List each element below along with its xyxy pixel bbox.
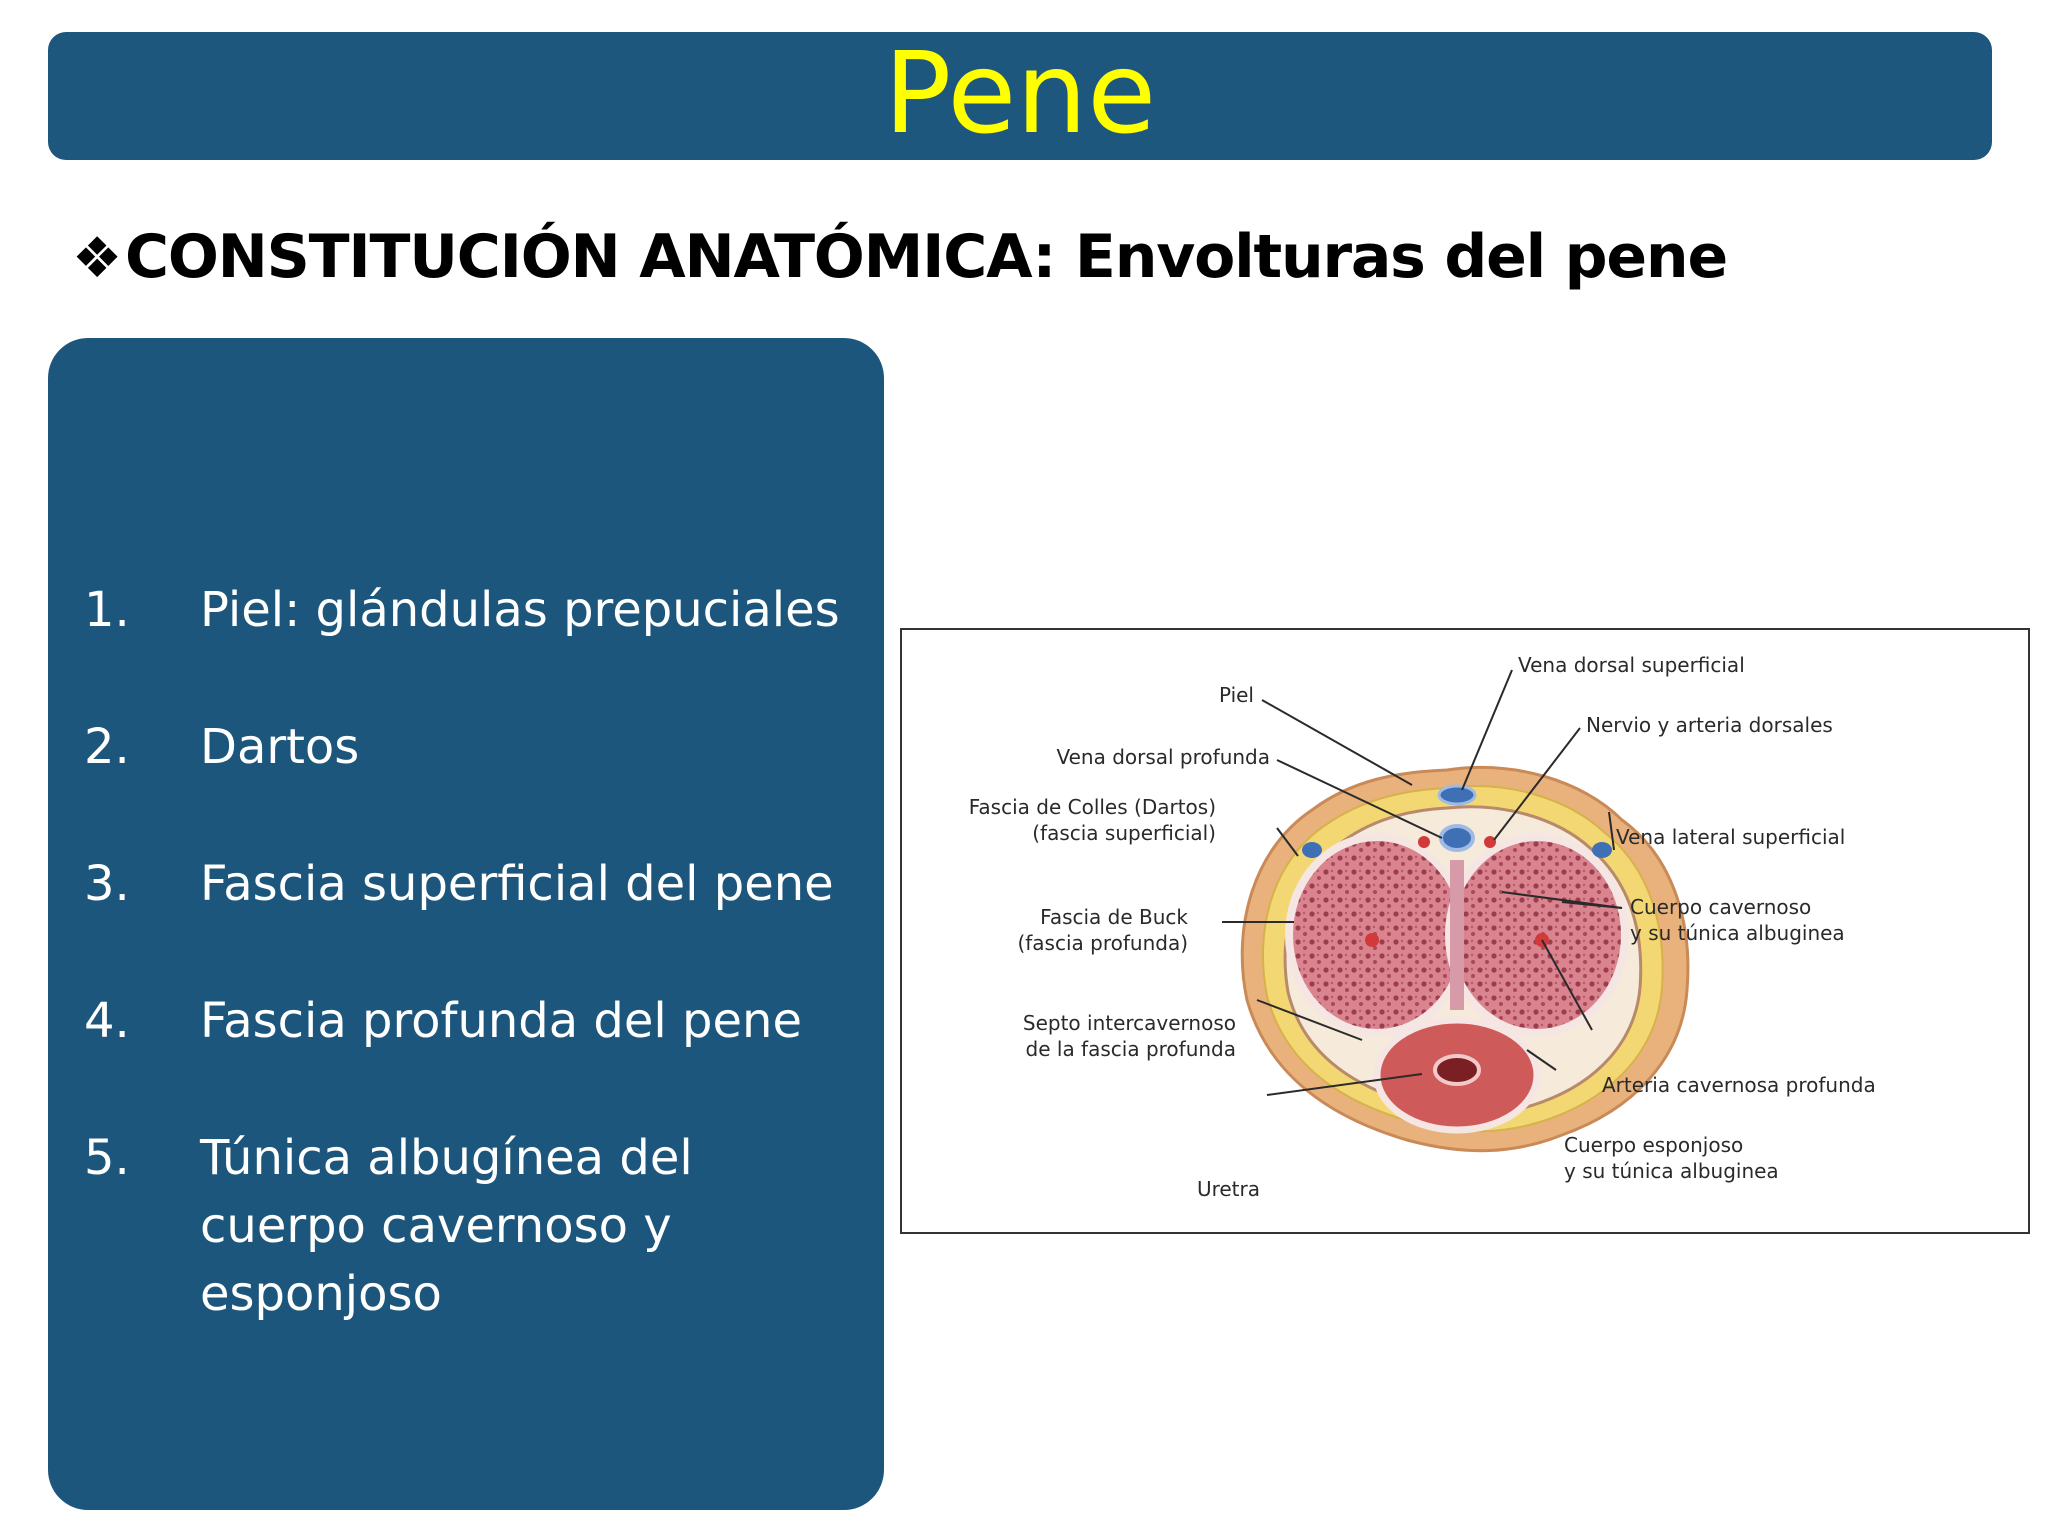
slide-title: Pene bbox=[883, 29, 1157, 159]
list-item-text: Dartos bbox=[200, 719, 360, 775]
anatomy-figure bbox=[900, 628, 2030, 1234]
list-item-number: 2. bbox=[84, 719, 130, 775]
label-fascia-buck-1: Fascia de Buck bbox=[1040, 905, 1188, 929]
label-arteria-cavernosa: Arteria cavernosa profunda bbox=[1602, 1073, 1876, 1097]
list-item bbox=[84, 1124, 864, 1328]
list-item-number: 5. bbox=[84, 1130, 130, 1186]
dorsal-artery-right bbox=[1484, 836, 1496, 848]
label-vena-dorsal-superficial: Vena dorsal superficial bbox=[1518, 653, 1745, 677]
label-uretra: Uretra bbox=[1196, 1177, 1260, 1201]
label-piel: Piel bbox=[1218, 683, 1254, 707]
left-deep-artery bbox=[1365, 933, 1379, 947]
label-fascia-colles-1: Fascia de Colles (Dartos) bbox=[968, 795, 1216, 819]
label-cuerpo-esponjoso-2: y su túnica albuginea bbox=[1564, 1159, 1779, 1183]
superficial-dorsal-vein bbox=[1439, 786, 1475, 804]
list-item bbox=[84, 987, 864, 1055]
lateral-superficial-vein-left bbox=[1302, 842, 1322, 858]
list-item-text: Fascia profunda del pene bbox=[200, 993, 802, 1049]
label-cuerpo-esponjoso-1: Cuerpo esponjoso bbox=[1564, 1133, 1744, 1157]
dorsal-artery-left bbox=[1418, 836, 1430, 848]
urethra bbox=[1435, 1056, 1479, 1084]
label-cuerpo-cavernoso-2: y su túnica albuginea bbox=[1630, 921, 1845, 945]
list-item bbox=[84, 713, 864, 781]
list-item-text: Túnica albugínea del cuerpo cavernoso y esponjoso bbox=[200, 1130, 693, 1322]
title-bar bbox=[48, 29, 1992, 160]
penis-cross-section-diagram bbox=[902, 630, 2028, 1232]
left-corpus-cavernosum bbox=[1289, 837, 1465, 1033]
list-item bbox=[84, 576, 864, 644]
septum bbox=[1450, 860, 1464, 1010]
section-heading-text: CONSTITUCIÓN ANATÓMICA: Envolturas del pene bbox=[125, 222, 1727, 292]
lateral-superficial-vein-right bbox=[1592, 842, 1612, 858]
label-fascia-buck-2: (fascia profunda) bbox=[1017, 931, 1188, 955]
list-item-number: 1. bbox=[84, 582, 130, 638]
section-heading bbox=[72, 222, 1727, 292]
list-item-text: Piel: glándulas prepuciales bbox=[200, 582, 840, 638]
right-corpus-cavernosum bbox=[1449, 837, 1625, 1033]
layers-list bbox=[84, 576, 864, 1397]
layers-list-panel bbox=[48, 338, 884, 1510]
list-item-number: 3. bbox=[84, 856, 130, 912]
list-item-number: 4. bbox=[84, 993, 130, 1049]
label-nervio-arteria: Nervio y arteria dorsales bbox=[1586, 713, 1833, 737]
list-item-text: Fascia superficial del pene bbox=[200, 856, 834, 912]
label-septo-2: de la fascia profunda bbox=[1025, 1037, 1236, 1061]
diamond-bullet-icon: ❖ bbox=[72, 226, 122, 291]
label-septo-1: Septo intercavernoso bbox=[1022, 1011, 1236, 1035]
label-vena-dorsal-profunda: Vena dorsal profunda bbox=[1056, 745, 1270, 769]
label-cuerpo-cavernoso-1: Cuerpo cavernoso bbox=[1630, 895, 1812, 919]
deep-dorsal-vein bbox=[1441, 826, 1473, 850]
list-item bbox=[84, 850, 864, 918]
label-fascia-colles-2: (fascia superficial) bbox=[1032, 821, 1216, 845]
label-vena-lateral: Vena lateral superficial bbox=[1616, 825, 1846, 849]
